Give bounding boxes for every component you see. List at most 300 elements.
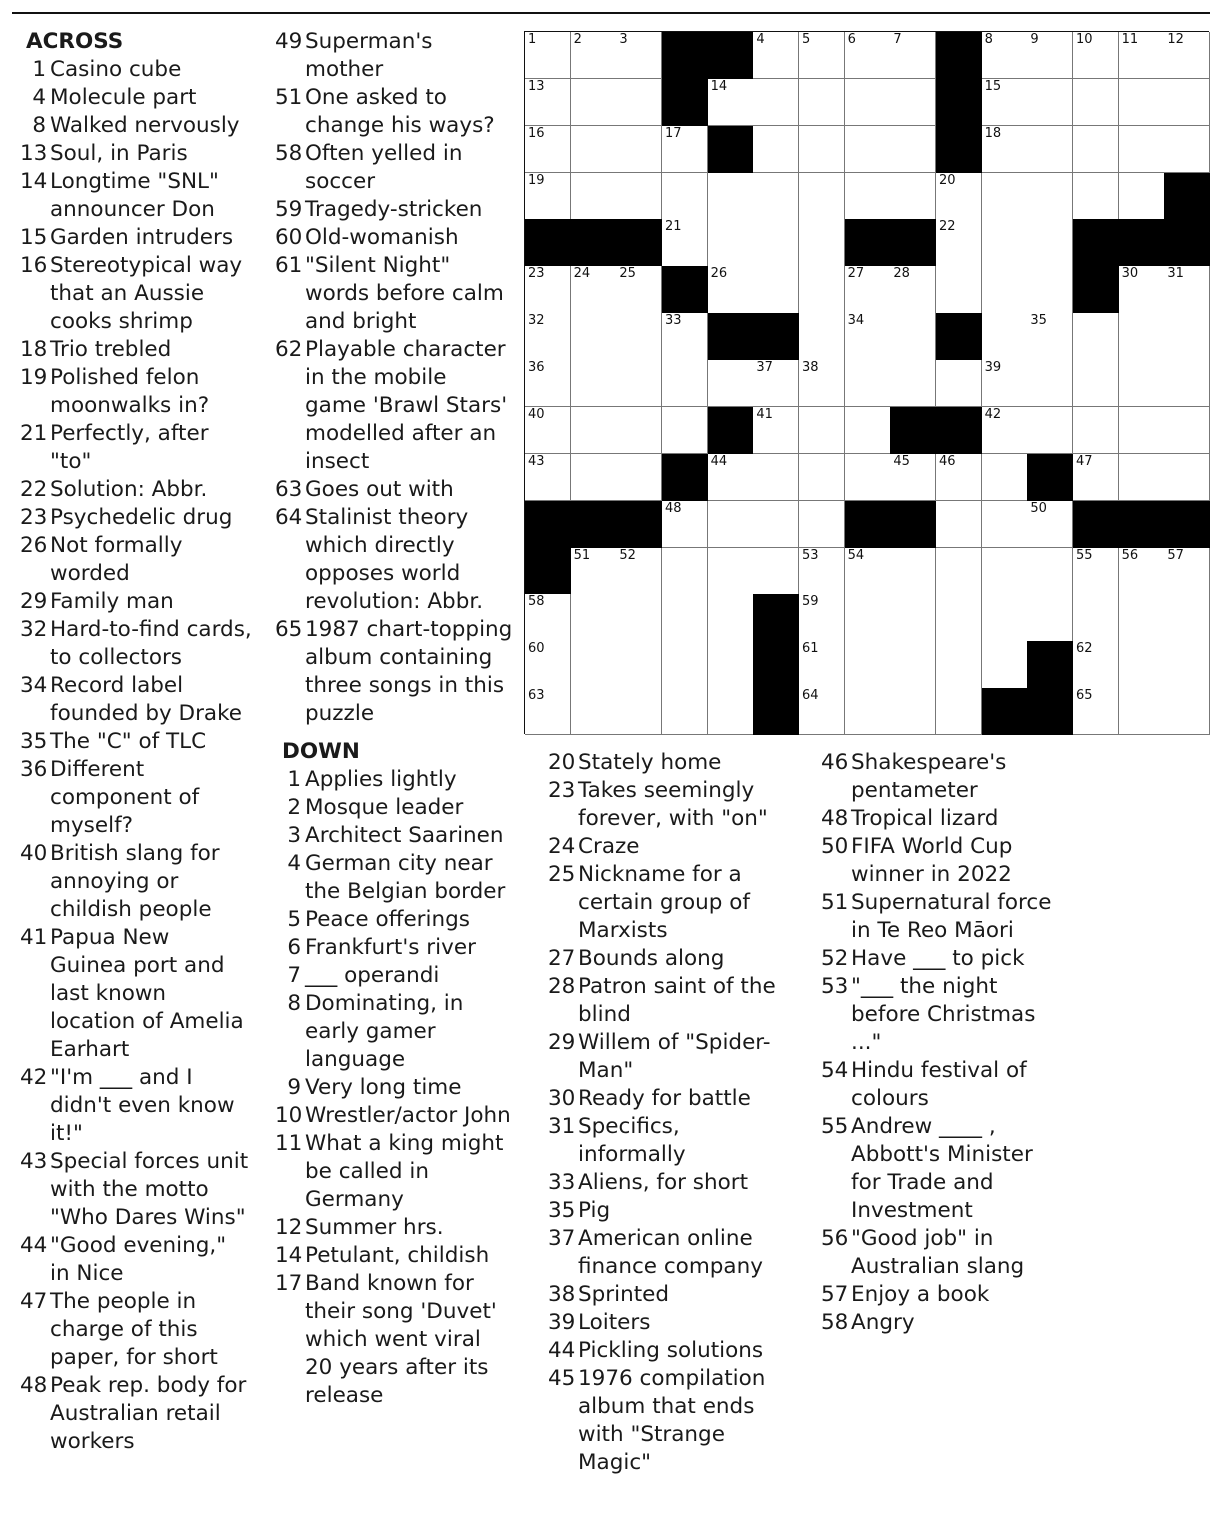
grid-cell[interactable]: [571, 407, 617, 454]
grid-cell[interactable]: [753, 548, 799, 595]
down-clue: [821, 1309, 1053, 1337]
grid-cell[interactable]: [845, 79, 891, 126]
grid-cell[interactable]: [1119, 594, 1165, 641]
clue-text: Architect Saarinen: [305, 823, 504, 848]
clue-number: 20: [548, 750, 576, 775]
grid-cell[interactable]: [753, 407, 799, 454]
across-clue: [20, 1148, 252, 1232]
down-clue: [821, 749, 1053, 805]
grid-cell[interactable]: [616, 313, 662, 360]
grid-cell[interactable]: [571, 126, 617, 173]
down-clue: [275, 1074, 513, 1102]
cell-number: 59: [802, 594, 819, 610]
grid-cell[interactable]: [1027, 219, 1073, 266]
cell-number: 46: [939, 453, 956, 469]
grid-cell[interactable]: [708, 594, 754, 641]
grid-cell[interactable]: [571, 688, 617, 735]
grid-cell[interactable]: [662, 126, 708, 173]
grid-cell[interactable]: [1073, 313, 1119, 360]
grid-block: [1027, 454, 1073, 501]
grid-cell[interactable]: [1164, 594, 1210, 641]
grid-cell[interactable]: [1119, 407, 1165, 454]
grid-block: [936, 79, 982, 126]
grid-cell[interactable]: [662, 594, 708, 641]
grid-cell[interactable]: [616, 407, 662, 454]
clue-number: 33: [548, 1170, 576, 1195]
grid-cell[interactable]: [616, 266, 662, 313]
down-clue: [821, 833, 1053, 889]
across-clue: [20, 420, 252, 476]
grid-cell[interactable]: [982, 32, 1028, 79]
grid-cell[interactable]: [708, 454, 754, 501]
clue-number: 61: [275, 253, 303, 278]
grid-cell[interactable]: [708, 548, 754, 595]
cell-number: 1: [528, 32, 537, 47]
grid-cell[interactable]: [936, 360, 982, 407]
grid-cell[interactable]: [525, 407, 571, 454]
grid-block: [708, 126, 754, 173]
grid-block: [571, 501, 617, 548]
clue-number: 37: [548, 1226, 576, 1251]
cell-number: 14: [710, 78, 728, 94]
grid-cell[interactable]: [936, 219, 982, 266]
grid-cell[interactable]: [1027, 32, 1073, 79]
grid-block: [936, 313, 982, 360]
cell-number: 38: [802, 360, 819, 376]
grid-block: [525, 548, 571, 595]
down-clue: [821, 1225, 1053, 1281]
grid-cell[interactable]: [845, 313, 891, 360]
down-clue: [548, 1309, 780, 1337]
clue-number: 63: [275, 477, 303, 502]
grid-block: [753, 594, 799, 641]
grid-cell[interactable]: [799, 219, 845, 266]
grid-cell[interactable]: [662, 360, 708, 407]
grid-cell[interactable]: [982, 79, 1028, 126]
grid-cell[interactable]: [708, 219, 754, 266]
grid-cell[interactable]: [525, 126, 571, 173]
grid-cell[interactable]: [799, 407, 845, 454]
grid-cell[interactable]: [708, 79, 754, 126]
clue-text: Trio trebled: [50, 337, 172, 362]
grid-cell[interactable]: [1073, 126, 1119, 173]
clue-text: Andrew ____ , Abbott's Minister for Trade and Investment: [851, 1114, 1033, 1223]
grid-cell[interactable]: [1164, 360, 1210, 407]
grid-cell[interactable]: [525, 79, 571, 126]
grid-cell[interactable]: [799, 313, 845, 360]
grid-cell[interactable]: [662, 501, 708, 548]
grid-cell[interactable]: [936, 594, 982, 641]
grid-cell[interactable]: [890, 548, 936, 595]
across-clue: [20, 756, 252, 840]
grid-cell[interactable]: [1119, 688, 1165, 735]
grid-cell[interactable]: [753, 266, 799, 313]
cell-number: 57: [1167, 547, 1184, 563]
grid-cell[interactable]: [1027, 407, 1073, 454]
cell-number: 61: [802, 641, 819, 657]
clue-number: 32: [20, 617, 48, 642]
grid-cell[interactable]: [799, 266, 845, 313]
down-clue: [548, 749, 780, 777]
grid-cell[interactable]: [1073, 454, 1119, 501]
grid-cell[interactable]: [799, 501, 845, 548]
grid-cell[interactable]: [845, 32, 891, 79]
clue-number: 39: [548, 1310, 576, 1335]
grid-cell[interactable]: [708, 501, 754, 548]
grid-cell[interactable]: [799, 360, 845, 407]
clue-text: Frankfurt's river: [305, 935, 476, 960]
clue-text: Psychedelic drug: [50, 505, 233, 530]
clue-number: 14: [20, 169, 48, 194]
grid-cell[interactable]: [982, 641, 1028, 688]
down-clue: [548, 1029, 780, 1085]
grid-cell[interactable]: [571, 594, 617, 641]
grid-cell[interactable]: [525, 641, 571, 688]
grid-cell[interactable]: [616, 32, 662, 79]
grid-cell[interactable]: [753, 173, 799, 220]
clue-number: 19: [20, 365, 48, 390]
grid-cell[interactable]: [616, 360, 662, 407]
grid-cell[interactable]: [1027, 360, 1073, 407]
down-clue: [275, 1130, 513, 1214]
down-clue: [548, 861, 780, 945]
grid-cell[interactable]: [799, 641, 845, 688]
grid-cell[interactable]: [845, 360, 891, 407]
cell-number: 52: [619, 547, 636, 563]
grid-cell[interactable]: [1164, 454, 1210, 501]
cell-number: 43: [528, 453, 545, 469]
grid-block: [890, 407, 936, 454]
clue-text: Tropical lizard: [851, 806, 999, 831]
across-clue: [20, 252, 252, 336]
grid-cell[interactable]: [890, 79, 936, 126]
grid-cell[interactable]: [890, 126, 936, 173]
grid-block: [753, 688, 799, 735]
grid-cell[interactable]: [1164, 313, 1210, 360]
grid-cell[interactable]: [616, 594, 662, 641]
grid-cell[interactable]: [982, 548, 1028, 595]
grid-cell[interactable]: [845, 454, 891, 501]
clue-number: 51: [821, 890, 849, 915]
grid-cell[interactable]: [616, 454, 662, 501]
clue-number: 5: [287, 907, 301, 932]
grid-cell[interactable]: [571, 313, 617, 360]
grid-cell[interactable]: [1073, 641, 1119, 688]
grid-cell[interactable]: [982, 360, 1028, 407]
grid-cell[interactable]: [708, 360, 754, 407]
grid-cell[interactable]: [708, 641, 754, 688]
grid-cell[interactable]: [571, 641, 617, 688]
clue-number: 58: [821, 1310, 849, 1335]
grid-cell[interactable]: [1119, 126, 1165, 173]
grid-cell[interactable]: [1119, 454, 1165, 501]
grid-cell[interactable]: [525, 688, 571, 735]
grid-cell[interactable]: [1164, 407, 1210, 454]
grid-cell[interactable]: [845, 594, 891, 641]
grid-cell[interactable]: [708, 173, 754, 220]
grid-cell[interactable]: [799, 548, 845, 595]
down-clue: [821, 945, 1053, 973]
grid-cell[interactable]: [890, 266, 936, 313]
grid-cell[interactable]: [1027, 313, 1073, 360]
cell-number: 18: [984, 125, 1002, 141]
grid-cell[interactable]: [890, 360, 936, 407]
grid-cell[interactable]: [1073, 407, 1119, 454]
clue-text: Old-womanish: [305, 225, 459, 250]
grid-cell[interactable]: [890, 32, 936, 79]
grid-cell[interactable]: [982, 266, 1028, 313]
grid-cell[interactable]: [936, 501, 982, 548]
grid-cell[interactable]: [616, 173, 662, 220]
cell-number: 2: [573, 32, 582, 47]
grid-cell[interactable]: [1164, 688, 1210, 735]
cell-number: 20: [939, 172, 956, 188]
grid-cell[interactable]: [799, 173, 845, 220]
clue-number: 30: [548, 1086, 576, 1111]
grid-cell[interactable]: [845, 688, 891, 735]
grid-cell[interactable]: [1027, 126, 1073, 173]
grid-cell[interactable]: [1027, 79, 1073, 126]
grid-cell[interactable]: [799, 79, 845, 126]
grid-cell[interactable]: [525, 594, 571, 641]
clue-number: 15: [20, 225, 48, 250]
grid-cell[interactable]: [936, 688, 982, 735]
grid-cell[interactable]: [845, 548, 891, 595]
grid-cell[interactable]: [1119, 173, 1165, 220]
clue-number: 13: [20, 141, 48, 166]
cell-number: 34: [847, 313, 865, 329]
grid-cell[interactable]: [1119, 313, 1165, 360]
grid-cell[interactable]: [1073, 79, 1119, 126]
cell-number: 8: [984, 32, 993, 47]
clue-text: Sprinted: [578, 1282, 670, 1307]
grid-cell[interactable]: [662, 641, 708, 688]
grid-cell[interactable]: [1073, 594, 1119, 641]
grid-cell[interactable]: [799, 126, 845, 173]
grid-cell[interactable]: [662, 407, 708, 454]
across-clue: [275, 140, 513, 196]
grid-cell[interactable]: [571, 360, 617, 407]
grid-cell[interactable]: [616, 548, 662, 595]
down-clue: [821, 889, 1053, 945]
grid-cell[interactable]: [982, 173, 1028, 220]
grid-cell[interactable]: [662, 219, 708, 266]
grid-cell[interactable]: [845, 126, 891, 173]
grid-cell[interactable]: [753, 360, 799, 407]
grid-cell[interactable]: [571, 32, 617, 79]
clue-number: 11: [275, 1131, 303, 1156]
grid-cell[interactable]: [525, 173, 571, 220]
grid-cell[interactable]: [662, 688, 708, 735]
clue-text: The people in charge of this paper, for short: [50, 1289, 218, 1370]
grid-cell[interactable]: [571, 173, 617, 220]
grid-cell[interactable]: [936, 641, 982, 688]
grid-cell[interactable]: [1073, 688, 1119, 735]
grid-cell[interactable]: [525, 360, 571, 407]
grid-cell[interactable]: [799, 594, 845, 641]
grid-cell[interactable]: [753, 32, 799, 79]
grid-cell[interactable]: [616, 641, 662, 688]
down-clue: [275, 906, 513, 934]
grid-cell[interactable]: [982, 501, 1028, 548]
grid-block: [1164, 501, 1210, 548]
clue-text: FIFA World Cup winner in 2022: [851, 834, 1013, 887]
grid-cell[interactable]: [1027, 501, 1073, 548]
clue-text: Shakespeare's pentameter: [851, 750, 1007, 803]
grid-cell[interactable]: [525, 32, 571, 79]
grid-cell[interactable]: [525, 266, 571, 313]
clue-number: 29: [548, 1030, 576, 1055]
grid-cell[interactable]: [890, 313, 936, 360]
grid-cell[interactable]: [753, 79, 799, 126]
grid-cell[interactable]: [845, 266, 891, 313]
grid-cell[interactable]: [1073, 548, 1119, 595]
grid-cell[interactable]: [1164, 266, 1210, 313]
clue-text: Enjoy a book: [851, 1282, 990, 1307]
grid-cell[interactable]: [799, 32, 845, 79]
grid-block: [890, 501, 936, 548]
across-clue: [275, 196, 513, 224]
grid-cell[interactable]: [890, 594, 936, 641]
clue-text: What a king might be called in Germany: [305, 1131, 504, 1212]
grid-cell[interactable]: [1119, 266, 1165, 313]
grid-cell[interactable]: [936, 173, 982, 220]
cell-number: 36: [528, 360, 545, 376]
clue-text: Loiters: [578, 1310, 651, 1335]
grid-cell[interactable]: [1164, 126, 1210, 173]
grid-cell[interactable]: [1119, 641, 1165, 688]
grid-cell[interactable]: [571, 79, 617, 126]
grid-cell[interactable]: [845, 173, 891, 220]
grid-block: [616, 219, 662, 266]
grid-cell[interactable]: [890, 688, 936, 735]
cell-number: 10: [1076, 32, 1093, 47]
cell-number: 44: [710, 453, 728, 469]
cell-number: 64: [802, 688, 819, 704]
grid-cell[interactable]: [936, 548, 982, 595]
grid-cell[interactable]: [1164, 79, 1210, 126]
cell-number: 12: [1167, 32, 1184, 47]
clue-text: Supernatural force in Te Reo Māori: [851, 890, 1052, 943]
grid-block: [936, 126, 982, 173]
clue-number: 46: [821, 750, 849, 775]
grid-cell[interactable]: [845, 641, 891, 688]
grid-cell[interactable]: [708, 688, 754, 735]
clue-number: 45: [548, 1366, 576, 1391]
grid-cell[interactable]: [1073, 173, 1119, 220]
grid-cell[interactable]: [936, 454, 982, 501]
cell-number: 41: [756, 406, 773, 422]
grid-cell[interactable]: [982, 313, 1028, 360]
clue-text: Stereotypical way that an Aussie cooks shrimp: [50, 253, 243, 334]
across-heading: ACROSS: [26, 29, 124, 54]
clue-text: The "C" of TLC: [50, 729, 207, 754]
grid-block: [890, 219, 936, 266]
grid-cell[interactable]: [708, 266, 754, 313]
grid-cell[interactable]: [525, 454, 571, 501]
grid-cell[interactable]: [753, 219, 799, 266]
grid-cell[interactable]: [616, 688, 662, 735]
clue-text: Papua New Guinea port and last known location of Amelia Earhart: [50, 925, 244, 1062]
grid-cell[interactable]: [616, 79, 662, 126]
grid-cell[interactable]: [1119, 32, 1165, 79]
grid-cell[interactable]: [571, 548, 617, 595]
grid-cell[interactable]: [753, 501, 799, 548]
clue-text: Aliens, for short: [578, 1170, 749, 1195]
grid-cell[interactable]: [1027, 548, 1073, 595]
grid-cell[interactable]: [982, 219, 1028, 266]
down-clue: [275, 822, 513, 850]
cell-number: 3: [619, 32, 628, 47]
across-clue: [20, 476, 252, 504]
grid-cell[interactable]: [571, 266, 617, 313]
cell-number: 16: [528, 125, 545, 141]
down-clue: [275, 850, 513, 906]
grid-cell[interactable]: [662, 313, 708, 360]
clue-text: Record label founded by Drake: [50, 673, 243, 726]
cell-number: 37: [756, 360, 773, 376]
cell-number: 28: [893, 266, 910, 282]
grid-cell[interactable]: [1073, 360, 1119, 407]
grid-cell[interactable]: [982, 407, 1028, 454]
grid-cell[interactable]: [1027, 594, 1073, 641]
clue-number: 4: [287, 851, 301, 876]
clue-number: 3: [287, 823, 301, 848]
grid-cell[interactable]: [1027, 173, 1073, 220]
grid-cell[interactable]: [1119, 548, 1165, 595]
grid-cell[interactable]: [1164, 32, 1210, 79]
grid-cell[interactable]: [890, 641, 936, 688]
grid-cell[interactable]: [982, 594, 1028, 641]
cell-number: 35: [1030, 313, 1047, 329]
grid-cell[interactable]: [1119, 79, 1165, 126]
grid-block: [662, 32, 708, 79]
cell-number: 23: [528, 266, 545, 282]
grid-cell[interactable]: [890, 173, 936, 220]
grid-cell[interactable]: [1164, 548, 1210, 595]
grid-cell[interactable]: [845, 407, 891, 454]
clue-text: "Good job" in Australian slang: [851, 1226, 1025, 1279]
grid-cell[interactable]: [799, 688, 845, 735]
cell-number: 30: [1121, 266, 1139, 282]
grid-cell[interactable]: [1073, 32, 1119, 79]
grid-cell[interactable]: [1119, 360, 1165, 407]
grid-cell[interactable]: [982, 454, 1028, 501]
cell-number: 51: [573, 547, 591, 563]
grid-cell[interactable]: [753, 126, 799, 173]
grid-cell[interactable]: [1164, 641, 1210, 688]
grid-cell[interactable]: [936, 266, 982, 313]
grid-cell[interactable]: [525, 313, 571, 360]
clue-number: 2: [287, 795, 301, 820]
grid-cell[interactable]: [982, 126, 1028, 173]
grid-cell[interactable]: [799, 454, 845, 501]
grid-cell[interactable]: [890, 454, 936, 501]
clue-text: Tragedy-stricken: [305, 197, 483, 222]
cell-number: 6: [847, 32, 856, 47]
cell-number: 58: [528, 594, 545, 610]
grid-cell[interactable]: [662, 548, 708, 595]
grid-block: [662, 454, 708, 501]
grid-block: [1073, 219, 1119, 266]
grid-cell[interactable]: [753, 454, 799, 501]
grid-cell[interactable]: [1027, 266, 1073, 313]
grid-cell[interactable]: [662, 173, 708, 220]
grid-cell[interactable]: [571, 454, 617, 501]
clue-number: 14: [275, 1243, 303, 1268]
grid-cell[interactable]: [616, 126, 662, 173]
across-clue: [20, 840, 252, 924]
